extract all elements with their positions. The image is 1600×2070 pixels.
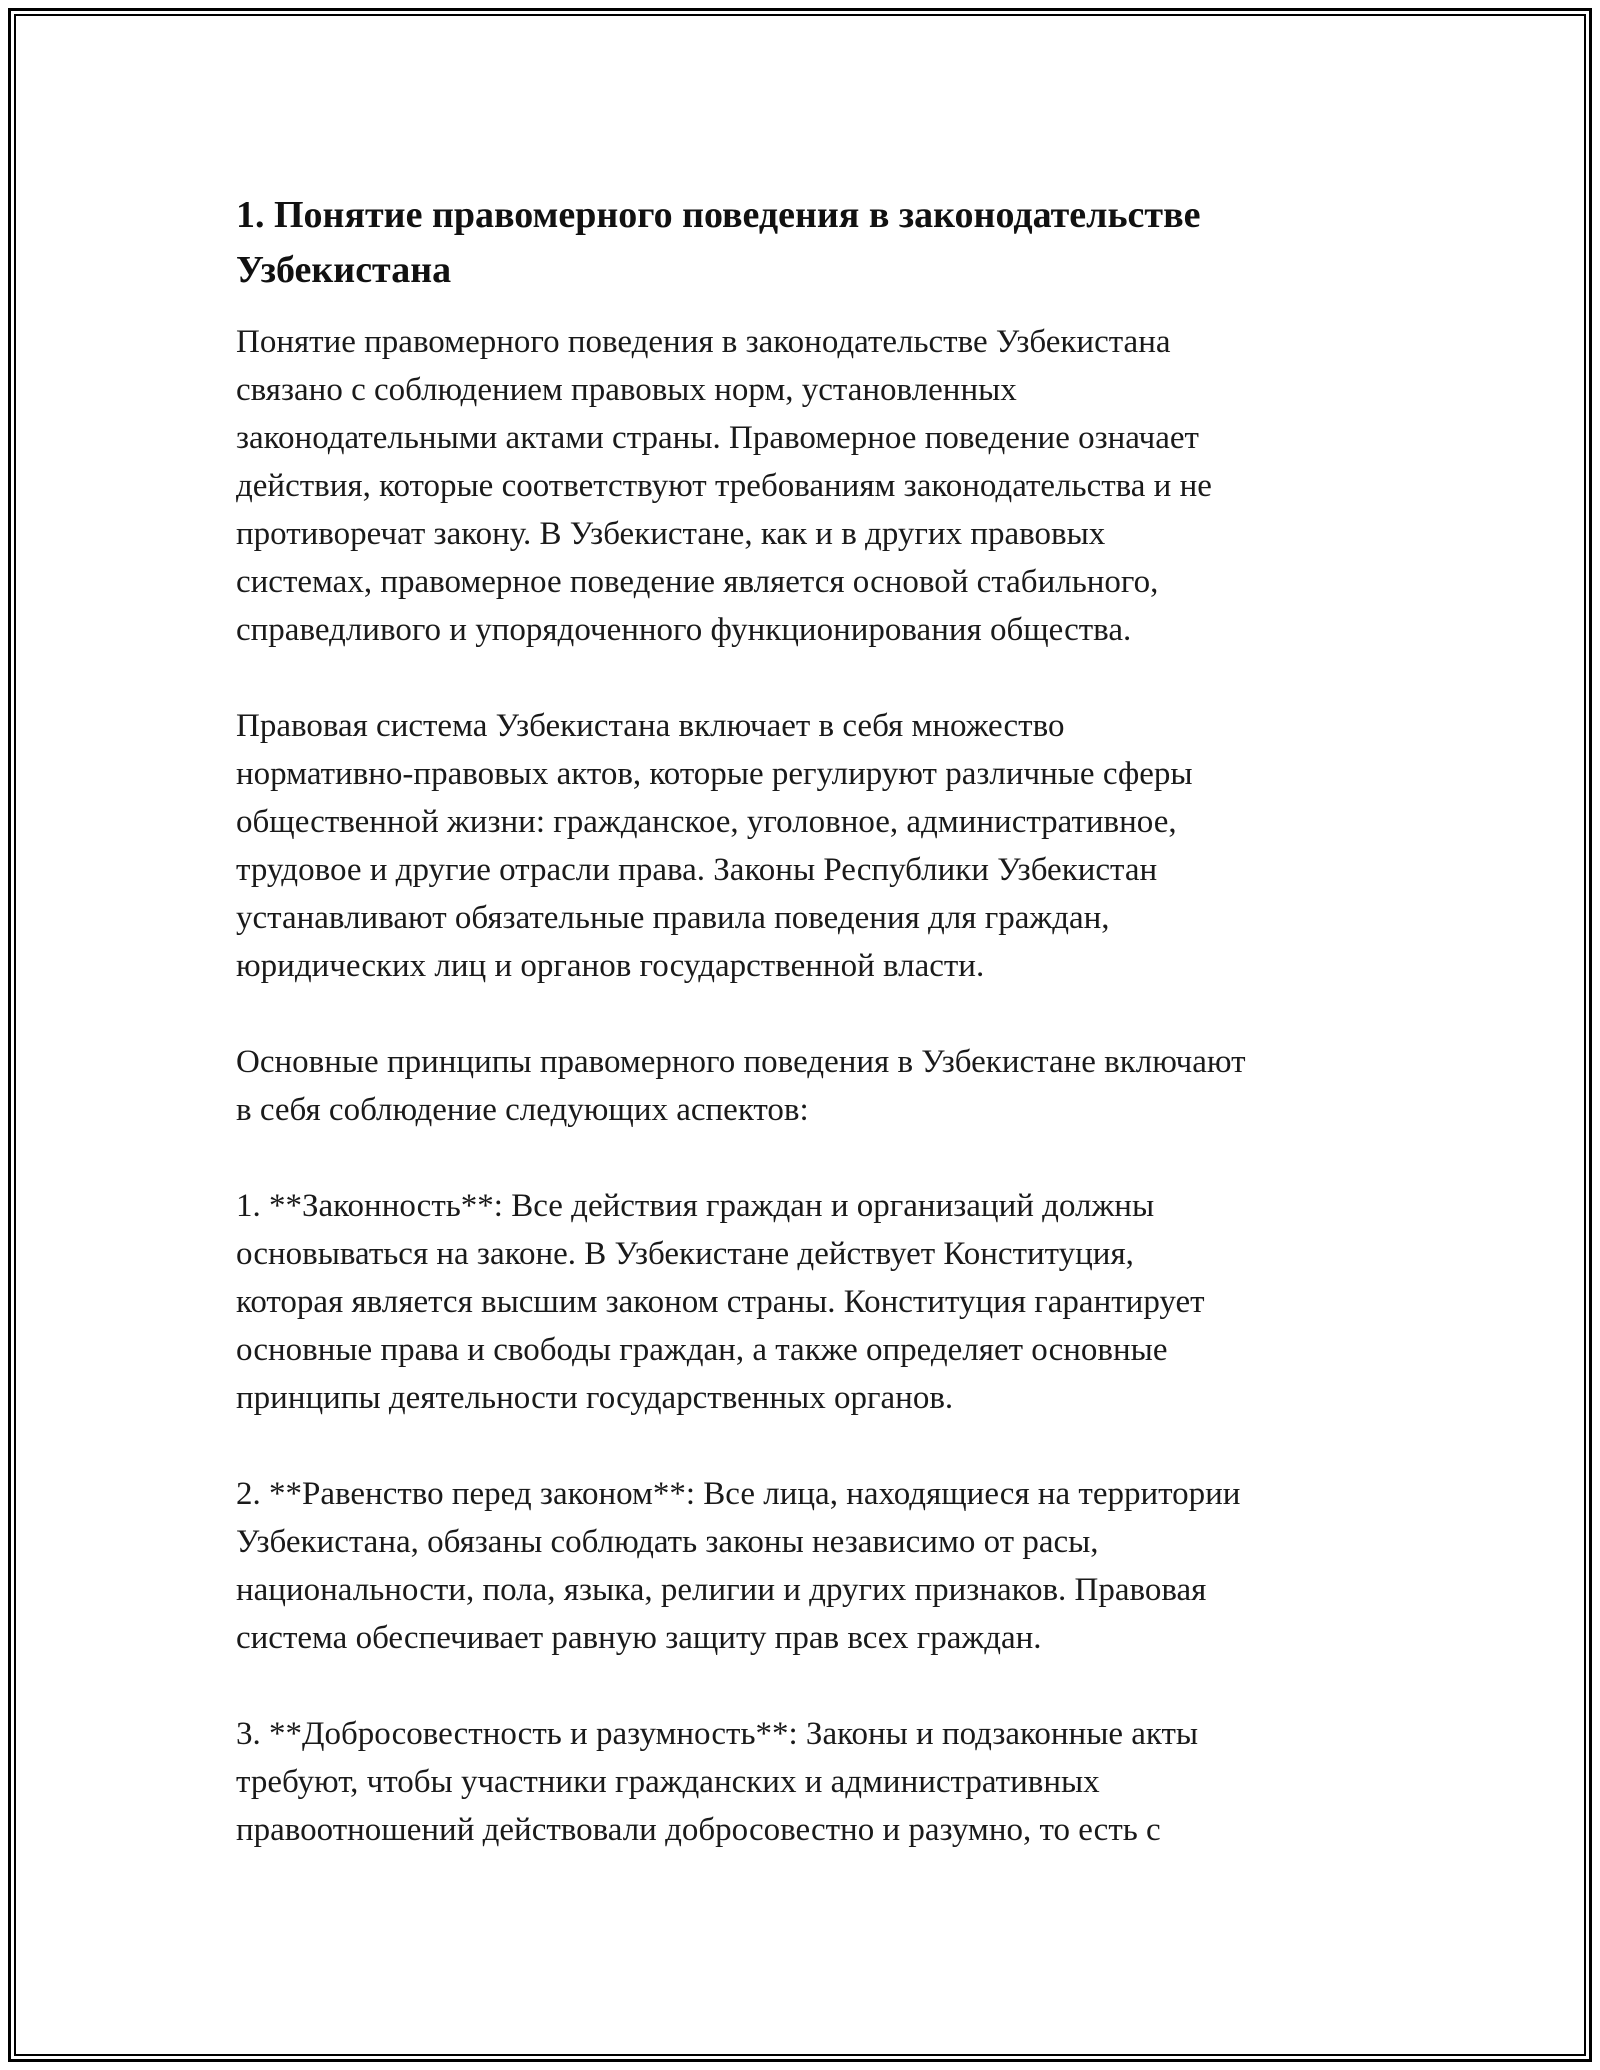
paragraph-legal-system: Правовая система Узбекистана включает в себя множество нормативно-правовых актов, которые регулируют различные сферы общественной жизни: гражданское, уголовное, административное, трудовое и другие отрасли права. Законы Республики Узбекистан устанавливают обязательные правила поведения для граждан, юридических лиц и органов государственной власти.	[236, 708, 1193, 984]
list-item-equality: 2. **Равенство перед законом**: Все лица, находящиеся на территории Узбекистана, обязаны соблюдать законы независимо от расы, национальности, пола, языка, религии и других признаков. Правовая система обеспечивает равную защиту прав всех граждан.	[236, 1476, 1241, 1656]
list-item-good-faith: 3. **Добросовестность и разумность**: Законы и подзаконные акты требуют, чтобы участники гражданских и административных правоотношений действовали добросовестно и разумно, то есть с	[236, 1716, 1199, 1848]
paragraph-intro: Понятие правомерного поведения в законодательстве Узбекистана связано с соблюдением правовых норм, установленных законодательными актами страны. Правомерное поведение означает действия, которые соответствуют требованиям законодательства и не противоречат закону. В Узбекистане, как и в других правовых системах, правомерное поведение является основой стабильного, справедливого и упорядоченного функционирования общества.	[236, 324, 1212, 648]
list-item-legality: 1. **Законность**: Все действия граждан и организаций должны основываться на законе. В Узбекистане действует Конституция, которая является высшим законом страны. Конституция гарантирует основные права и свободы граждан, а также определяет основные принципы деятельности государственных органов.	[236, 1188, 1205, 1416]
section-heading: 1. Понятие правомерного поведения в законодательстве Узбекистана	[236, 194, 1201, 291]
paragraph-principles-intro: Основные принципы правомерного поведения в Узбекистане включают в себя соблюдение следующих аспектов:	[236, 1044, 1246, 1128]
document-page	[236, 188, 1376, 1902]
